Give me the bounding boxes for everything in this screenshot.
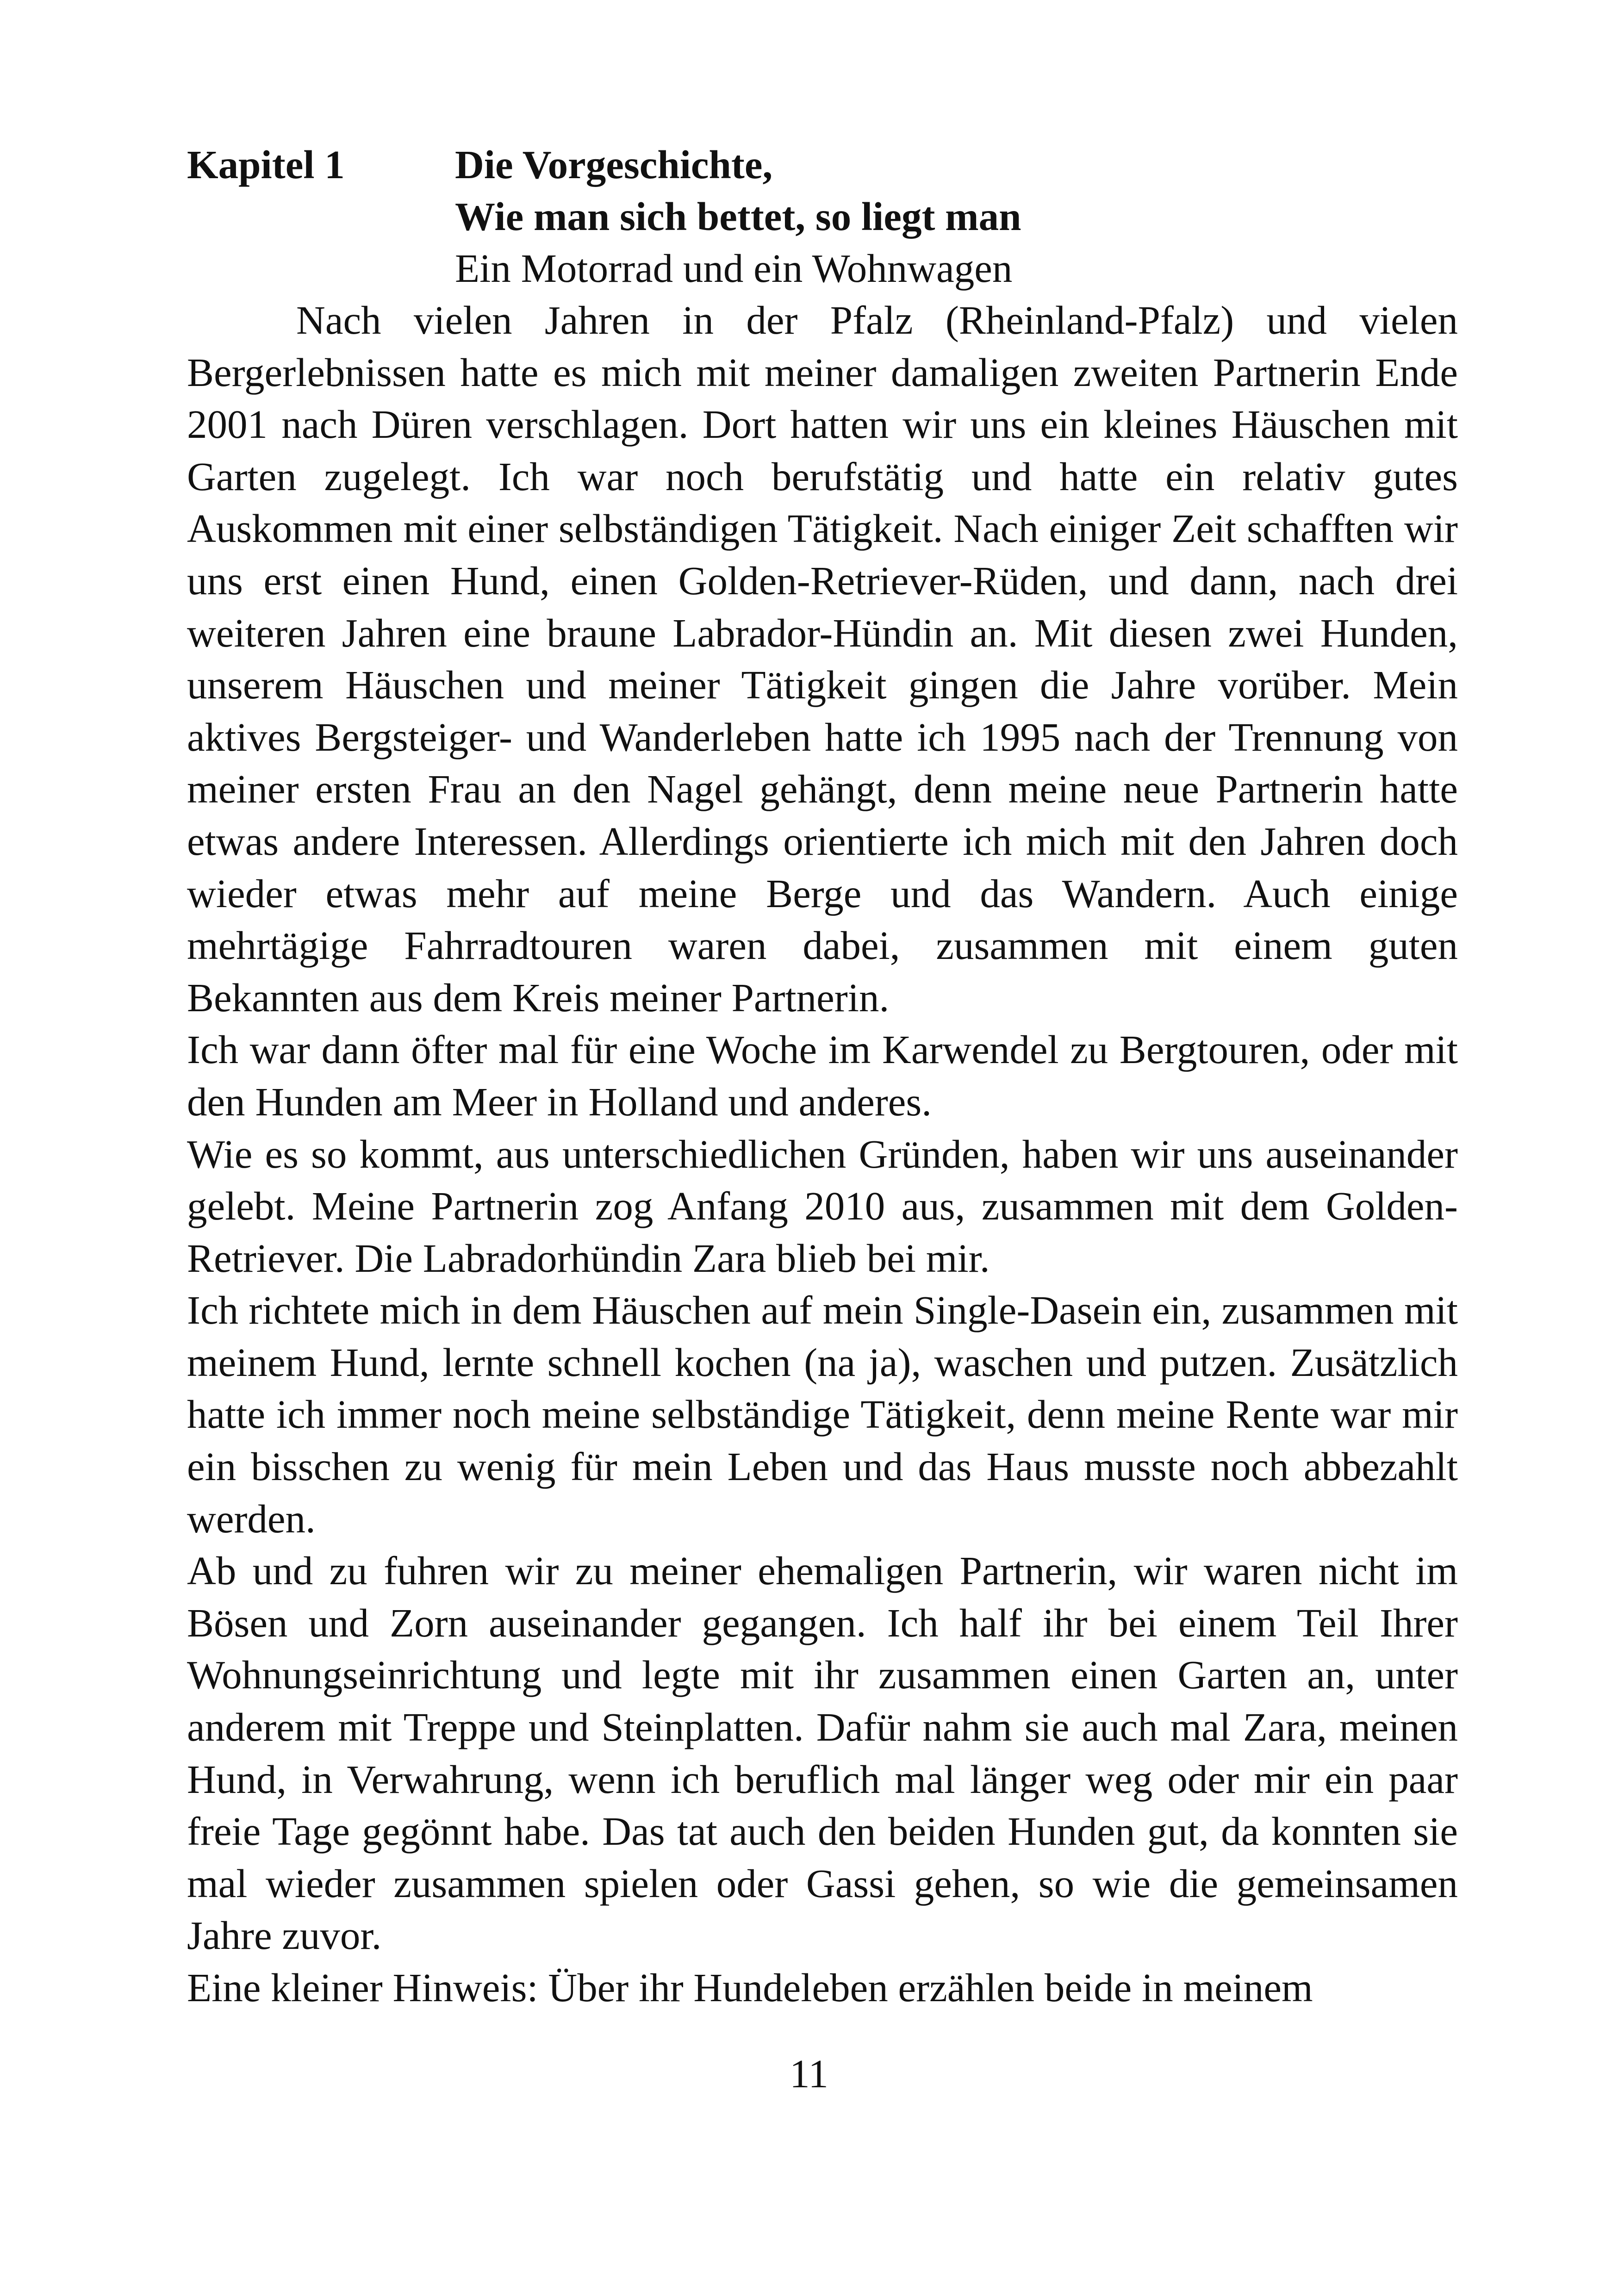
page-number: 11 [790, 2051, 828, 2096]
paragraph: Ich richtete mich in dem Häuschen auf mein Single-Dasein ein, zusammen mit meinem Hund, lernte schnell kochen (na ja), waschen und putzen. Zusätzlich hatte ich immer noch meine selbständige Tätigkeit, denn meine Rente war mir ein bisschen zu wenig für mein Leben und das Haus musste noch abbezahlt werden. [187, 1288, 1458, 1541]
chapter-heading [187, 139, 1458, 294]
chapter-title-second-line: Wie man sich bettet, so liegt man [455, 194, 1021, 239]
chapter-title: Die Vorgeschichte, [455, 142, 773, 187]
chapter-titles [455, 139, 1458, 294]
paragraph: Wie es so kommt, aus unterschiedlichen Gründen, haben wir uns auseinander gelebt. Meine Partnerin zog Anfang 2010 aus, zusammen mit dem Golden-Retriever. Die Labradorhündin Zara blieb bei mir. [187, 1131, 1458, 1281]
paragraph: Eine kleiner Hinweis: Über ihr Hundeleben erzählen beide in meinem [187, 1965, 1313, 2010]
chapter-subtitle: Ein Motorrad und ein Wohnwagen [455, 246, 1013, 291]
chapter-label: Kapitel 1 [187, 142, 345, 187]
paragraph: Ich war dann öfter mal für eine Woche im Karwendel zu Bergtouren, oder mit den Hunden am Meer in Holland und anderes. [187, 1027, 1458, 1124]
paragraph: Nach vielen Jahren in der Pfalz (Rheinland-Pfalz) und vielen Bergerlebnissen hatte es mich mit meiner damaligen zweiten Partnerin Ende 2001 nach Düren verschlagen. Dort hatten wir uns ein kleines Häuschen mit Garten zugelegt. Ich war noch berufstätig und hatte ein relativ gutes Auskommen mit einer selbständigen Tätigkeit. Nach einiger Zeit schafften wir uns erst einen Hund, einen Golden-Retriever-Rüden, und dann, nach drei weiteren Jahren eine braune Labrador-Hündin an. Mit diesen zwei Hunden, unserem Häuschen und meiner Tätigkeit gingen die Jahre vorüber. Mein aktives Bergsteiger- und Wanderleben hatte ich 1995 nach der Trennung von meiner ersten Frau an den Nagel gehängt, denn meine neue Partnerin hatte etwas andere Interessen. Allerdings orientierte ich mich mit den Jahren doch wieder etwas mehr auf meine Berge und das Wandern. Auch einige mehrtägige Fahrradtouren waren dabei, zusammen mit einem guten Bekannten aus dem Kreis meiner Partnerin. [187, 298, 1458, 1020]
body-text [187, 294, 1458, 2014]
book-page [187, 139, 1458, 2014]
paragraph: Ab und zu fuhren wir zu meiner ehemaligen Partnerin, wir waren nicht im Bösen und Zorn auseinander gegangen. Ich half ihr bei einem Teil Ihrer Wohnungseinrichtung und legte mit ihr zusammen einen Garten an, unter anderem mit Treppe und Steinplatten. Dafür nahm sie auch mal Zara, meinen Hund, in Verwahrung, wenn ich beruflich mal länger weg oder mir ein paar freie Tage gegönnt habe. Das tat auch den beiden Hunden gut, da konnten sie mal wieder zusammen spielen oder Gassi gehen, so wie die gemeinsamen Jahre zuvor. [187, 1548, 1458, 1958]
